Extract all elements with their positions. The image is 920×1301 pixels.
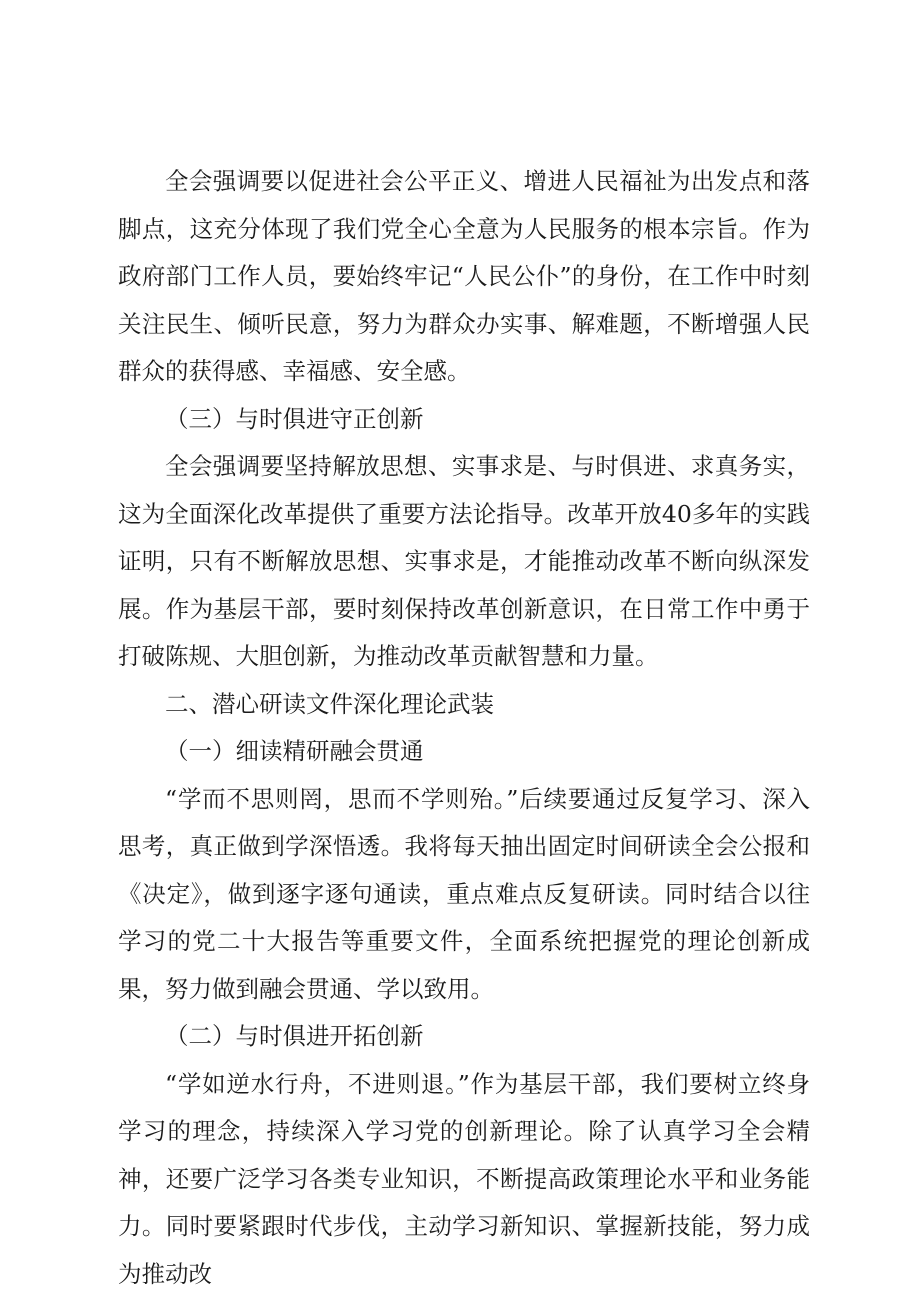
document-body <box>118 158 810 1298</box>
paragraph-lifelong-learning: “学如逆水行舟，不进则退。”作为基层干部，我们要树立终身学习的理念，持续深入学习党的创新理论。除了认真学习全会精神，还要广泛学习各类专业知识，不断提高政策理论水平和业务能力。同时要紧跟时代步伐，主动学习新知识、掌握新技能，努力成为推动改 <box>118 1069 810 1288</box>
section-heading-two: 二、潜心研读文件深化理论武装 <box>165 689 494 718</box>
paragraph-study-documents: “学而不思则罔，思而不学则殆。”后续要通过反复学习、深入思考，真正做到学深悟透。我将每天抽出固定时间研读全会公报和《决定》，做到逐字逐句通读，重点难点反复研读。同时结合以往学习的党二十大报告等重要文件，全面系统把握党的理论创新成果，努力做到融会贯通、学以致用。 <box>118 784 810 1003</box>
paragraph-reform-innovation: 全会强调要坚持解放思想、实事求是、与时俱进、求真务实，这为全面深化改革提供了重要方法论指导。改革开放40多年的实践证明，只有不断解放思想、实事求是，才能推动改革不断向纵深发展。作为基层干部，要时刻保持改革创新意识，在日常工作中勇于打破陈规、大胆创新，为推动改革贡献智慧和力量。 <box>118 452 810 670</box>
paragraph-people-welfare: 全会强调要以促进社会公平正义、增进人民福祉为出发点和落脚点，这充分体现了我们党全心全意为人民服务的根本宗旨。作为政府部门工作人员，要始终牢记“人民公仆”的身份，在工作中时刻关注民生、倾听民意，努力为群众办实事、解难题，不断增强人民群众的获得感、幸福感、安全感。 <box>118 167 810 385</box>
subheading-one: （一）细读精研融会贯通 <box>165 737 424 765</box>
subheading-three: （三）与时俱进守正创新 <box>165 404 424 433</box>
subheading-two: （二）与时俱进开拓创新 <box>165 1022 424 1050</box>
